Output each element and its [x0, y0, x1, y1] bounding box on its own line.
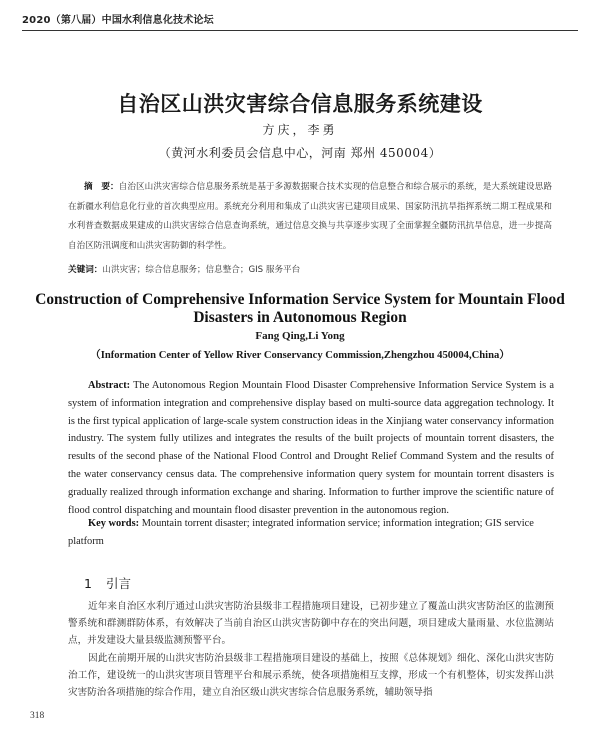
abstract-english-label: Abstract:: [88, 380, 131, 391]
abstract-chinese: [68, 178, 552, 256]
section-title: 引言: [105, 576, 131, 591]
authors-chinese: 方庆，李勇: [262, 123, 338, 137]
keywords-english-label: Key words:: [88, 518, 140, 529]
abstract-english-text: The Autonomous Region Mountain Flood Disaster Comprehensive Information Service System is a system of information integration and comprehensive display based on multi-source data aggregation technology. It is the first typical application of large-scale system construction ideas in the Xinjiang water conservancy information industry. The system fully utilizes and integrates the results of the built projects of mountain torrent disasters, the results of the second phase of the National Flood Control and Drought Relief Command System and the results of the water conservancy census data. The comprehensive information query system for mountain torrent disasters is gradually realized through information exchange and sharing. Information to further improve the scientific nature of flood control dispatching and mountain flood disaster prevention in the autonomous region.: [68, 380, 555, 516]
body-paragraph: 因此在前期开展的山洪灾害防治县级非工程措施项目建设的基础上，按照《总体规划》细化、深化山洪灾害防治工作，建设统一的山洪灾害项目管理平台和展示系统，使各项措施相互支撑，形成一个有机整体，切实发挥山洪灾害防治各项措施的综合作用，建立自治区级山洪灾害综合信息服务系统，辅助领导指: [68, 653, 554, 698]
body-paragraph: 近年来自治区水利厅通过山洪灾害防治县级非工程措施项目建设，已初步建立了覆盖山洪灾害防治区的监测预警系统和群测群防体系，有效解决了当前自治区山洪灾害防御中存在的突出问题，项目建成大量雨量、水位监测站点，并发建设大量县级监测预警平台。: [68, 601, 554, 646]
page-number: 318: [30, 711, 45, 721]
title-english: Construction of Comprehensive Information Service System for Mountain Flood Disasters in Autonomous Region: [35, 291, 565, 326]
abstract-english: [68, 377, 554, 519]
keywords-chinese-text: 山洪灾害；综合信息服务；信息整合；GIS 服务平台: [102, 265, 301, 275]
abstract-chinese-text: 自治区山洪灾害综合信息服务系统是基于多源数据聚合技术实现的信息整合和综合展示的系统，是大系统建设思路在新疆水利信息化行业的首次典型应用。系统充分利用和集成了山洪灾害已建项目成果、国家防汛抗旱指挥系统二期工程成果和水利普查数据成果建成的山洪灾害综合信息查询系统，通过信息交换与共享逐步实现了全面掌握全疆防汛抗旱信息，进一步提高自治区防汛调度和山洪灾害防御的科学性。: [68, 182, 552, 251]
keywords-english-text: Mountain torrent disaster; integrated information service; information integration; GIS service platform: [68, 518, 534, 547]
keywords-english: [68, 515, 554, 551]
running-header: 2020（第八届）中国水利信息化技术论坛: [22, 15, 214, 26]
header-divider: [22, 30, 578, 31]
abstract-chinese-label: 摘 要：: [84, 182, 119, 192]
section-number: 1: [84, 576, 92, 591]
keywords-chinese: [68, 261, 552, 281]
affiliation-chinese: （黄河水利委员会信息中心，河南 郑州 450004）: [158, 146, 442, 160]
keywords-chinese-label: 关键词：: [68, 265, 103, 275]
section-heading: [84, 574, 145, 592]
title-chinese: 自治区山洪灾害综合信息服务系统建设: [117, 91, 483, 116]
affiliation-english: （Information Center of Yellow River Conservancy Commission,Zhengzhou 450004,China）: [90, 350, 510, 361]
authors-english: Fang Qing,Li Yong: [255, 330, 345, 342]
